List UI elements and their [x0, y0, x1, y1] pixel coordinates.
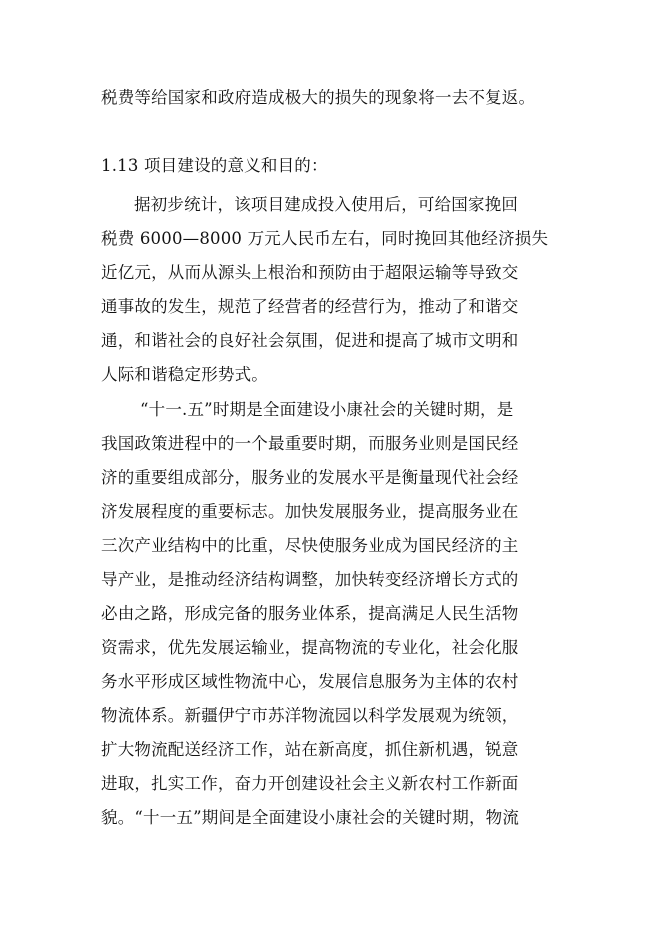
paragraph-line: 税费 6000—8000 万元人民币左右，同时挽回其他经济损失 [101, 229, 549, 248]
section-heading: 1.13 项目建设的意义和目的： [101, 156, 328, 175]
paragraph-line: 通，和谐社会的良好社会氛围，促进和提高了城市文明和 [101, 331, 519, 350]
paragraph-line: 济发展程度的重要标志。加快发展服务业，提高服务业在 [101, 502, 519, 521]
continuation-line: 税费等给国家和政府造成极大的损失的现象将一去不复返。 [101, 88, 536, 107]
paragraph-line: 必由之路，形成完备的服务业体系，提高满足人民生活物 [101, 604, 519, 623]
paragraph-line: 我国政策进程中的一个最重要时期，而服务业则是国民经 [101, 434, 519, 453]
paragraph-line: 近亿元，从而从源头上根治和预防由于超限运输等导致交 [101, 263, 519, 282]
paragraph-line: 进取，扎实工作，奋力开创建设社会主义新农村工作新面 [101, 774, 519, 793]
paragraph-line: 扩大物流配送经济工作，站在新高度，抓住新机遇，锐意 [101, 740, 519, 759]
paragraph-line: 济的重要组成部分，服务业的发展水平是衡量现代社会经 [101, 468, 519, 487]
paragraph-line: 据初步统计，该项目建成投入使用后，可给国家挽回 [134, 195, 519, 214]
paragraph-line: 务水平形成区域性物流中心，发展信息服务为主体的农村 [101, 672, 519, 691]
paragraph-line: 物流体系。新疆伊宁市苏洋物流园以科学发展观为统领， [101, 706, 519, 725]
paragraph-line: 导产业，是推动经济结构调整，加快转变经济增长方式的 [101, 570, 519, 589]
paragraph-line: 资需求，优先发展运输业，提高物流的专业化，社会化服 [101, 638, 519, 657]
paragraph-line: 三次产业结构中的比重，尽快使服务业成为国民经济的主 [101, 536, 519, 555]
paragraph-line: 貌。“十一五”期间是全面建设小康社会的关键时期，物流 [101, 808, 520, 827]
paragraph-line: “十一.五”时期是全面建设小康社会的关键时期，是 [140, 400, 514, 419]
paragraph-line: 人际和谐稳定形势式。 [101, 365, 268, 384]
paragraph-line: 通事故的发生，规范了经营者的经营行为，推动了和谐交 [101, 297, 519, 316]
